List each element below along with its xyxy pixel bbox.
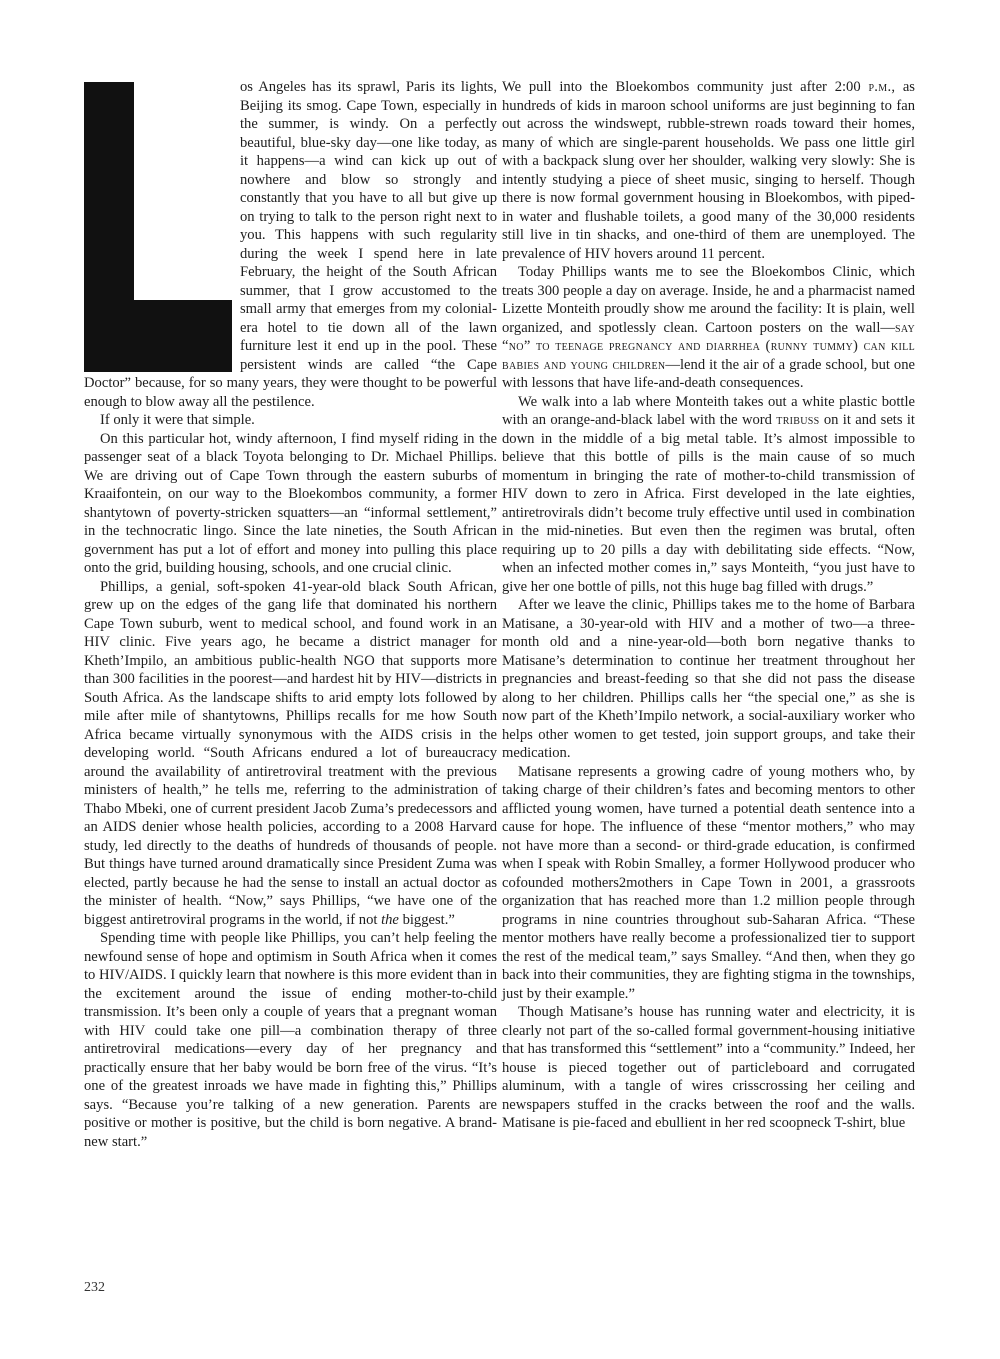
right-column — [502, 78, 915, 1133]
paragraph-mentor-mothers: Matisane represents a growing cadre of young mothers who, by taking charge of their children’s fates and becoming mentors to other afflicted young women, have turned a potential death sentence into a cause for hope. The influence of these “mentor mothers,” who may not have more than a second- or third-grade education, is confirmed when I speak with Robin Smalley, a former Hollywood producer who cofounded mothers2mothers in Cape Town in 2001, a grassroots organization that has reached more than 1.2 million people through programs in nine countries throughout sub-Saharan Africa. “These mentor mothers have really become a professionalized tier to support the rest of the medical team,” says Smalley. “And then, when they go back into their communities, they are fighting stigma in the townships, just by their example.” — [502, 763, 915, 1002]
paragraph-clinic-rest: —lend it the air of a grade school, but one with lessons that have life-and-death consequences. — [502, 356, 915, 391]
drop-cap-glyph — [84, 82, 232, 372]
paragraph-lab-rest: on it and sets it down in the middle of a big metal table. It’s almost impossible to believe that this bottle of pills is the main cause of so much momentum in bringing the rate of mother-to-child transmission of HIV down to zero in Africa. First developed in the late eighties, antiretrovirals didn’t become truly effective until used in combination in the mid-nineties. But even then the regimen was brutal, often requiring up to 20 pills a day with debilitating side effects. “Now, when an infected mother comes in,” says Monteith, “you just have to give her one bottle of pills, not this huge bag filled with drugs.” — [502, 412, 915, 595]
bottle-label-word: tribuss — [776, 412, 820, 428]
paragraph-if-only: If only it were that simple. — [100, 412, 255, 428]
paragraph-intro: os Angeles has its sprawl, Paris its lights, Beijing its smog. Cape Town, especially in the summer, is windy. On a perfectly beautiful, blue-sky day—one like today, as it happens—a wind can kick up out of nowhere and blow so strongly and constantly that you have to all but give up on trying to talk to the person right next to you. This happens with such regularity during the week I spend here in late February, the height of the South African summer, that I grow accustomed to the small army that emerges from my colonial-era hotel to tie down all of the lawn furniture lest it end up in the pool. These persistent winds are called “the Cape Doctor” because, for so many years, they were thought to be powerful enough to blow away all the pestilence. — [84, 79, 497, 410]
paragraph-phillips — [84, 578, 497, 930]
paragraph-phillips-text: Phillips, a genial, soft-spoken 41-year-old black South African, grew up on the edges of the gang life that dominated his northern Cape Town suburb, went to medical school, and found work in an HIV clinic. Five years ago, he became a district manager for Kheth’Impilo, an ambitious public-health NGO that supports more than 300 facilities in the poorest—and hardest hit by HIV—districts in South Africa. As the landscape shifts to arid empty lots followed by mile after mile of shantytowns, Phillips recalls for me how South Africa became virtually synonymous with the AIDS crisis in the developing world. “South Africans endured a lot of bureaucracy around the availability of antiretroviral treatment with the previous ministers of health,” he tells me, referring to the administration of Thabo Mbeki, one of current president Jacob Zuma’s predecessors and an AIDS denier whose health policies, according to a 2008 Harvard study, led directly to the deaths of hundreds of thousands of people. But things have turned around dramatically since President Zuma was elected, partly because he had the sense to install an actual doctor as the minister of health. “Now,” says Phillips, “we have one of the biggest antiretroviral programs in the world, if not — [84, 578, 497, 928]
left-column — [84, 78, 497, 1151]
paragraph-lab — [502, 393, 915, 597]
time-pm: p.m. — [868, 79, 892, 95]
page-number: 232 — [84, 1280, 105, 1295]
paragraph-matisane-home: After we leave the clinic, Phillips takes me to the home of Barbara Matisane, a 30-year-old with HIV and a mother of two—a three-month old and a nine-year-old—both born negative thanks to Matisane’s determination to continue her treatment throughout her pregnancies and breast-feeding so that she did not pass the disease along to her children. Phillips calls her “the special one,” as she is now part of the Kheth’Impilo network, a social-auxiliary worker who helps other women to get tested, join support groups, and take their medication. — [502, 597, 915, 761]
paragraph-lab-text: We walk into a lab where Monteith takes out a white plastic bottle with an orange-and-black label with the word — [502, 393, 915, 428]
paragraph-clinic — [502, 263, 915, 393]
emphasis-the: the — [381, 911, 399, 928]
paragraph-bloekombos-text: We pull into the Bloekombos community just after 2:00 — [502, 79, 869, 95]
paragraph-bloekombos-rest: , as hundreds of kids in maroon school uniforms are just beginning to fan out across the windswept, rubble-strewn roads toward their homes, many of which are single-parent households. We pass one little girl with a backpack slung over her shoulder, walking very slowly: She is intently studying a piece of sheet music, singing to herself. Though there is now formal government housing in Bloekombos, with piped-in water and flushable toilets, a good many of the 30,000 residents still live in tin shacks, and one-third of them are unemployed. The prevalence of HIV hovers around 11 percent. — [502, 79, 915, 262]
paragraph-hope: Spending time with people like Phillips, you can’t help feeling the newfound sense of hope and optimism in South Africa when it comes to HIV/AIDS. I quickly learn that nowhere is this more evident than in the excitement around the issue of ending mother-to-child transmission. It’s been only a couple of years that a pregnant woman with HIV could take one pill—a combination therapy of three antiretroviral medications—every day of her pregnancy and practically ensure that her baby would be born free of the virus. “It’s one of the greatest inroads we have made in fighting this,” Phillips says. “Because you’re talking of a new generation. Parents are positive or mother is positive, but the child is born negative. A brand-new start.” — [84, 930, 497, 1150]
paragraph-clinic-text: Today Phillips wants me to see the Bloekombos Clinic, which treats 300 people a day on average. Inside, he and a pharmacist named Lizette Monteith proudly show me around the facility: It is plain, well organized, and spotlessly clean. Cartoon posters on the wall— — [502, 264, 915, 336]
paragraph-drive: On this particular hot, windy afternoon, I find myself riding in the passenger seat of a black Toyota belonging to Dr. Michael Phillips. We are driving out of Cape Town through the eastern suburbs of Kraaifontein, on our way to the Bloekombos community, a former shantytown of poverty-stricken squatters—an “informal settlement,” in the technocratic lingo. Since the late nineties, the South African government has put a lot of effort and money into pulling this place onto the grid, building housing, schools, and one crucial clinic. — [84, 430, 497, 576]
paragraph-phillips-end: biggest.” — [398, 911, 455, 928]
poster-slogans: say “no” to teenage pregnancy and diarrhea (runny tummy) can kill babies and young children — [502, 319, 915, 373]
drop-cap-letter — [84, 82, 85, 83]
drop-cap — [84, 82, 232, 372]
paragraph-house: Though Matisane’s house has running water and electricity, it is clearly not part of the so-called formal government-housing initiative that has transformed this “settlement” into a “community.” Indeed, her house is pieced together out of particleboard and corrugated aluminum, with a tangle of wires crisscrossing her ceiling and newspapers stuffed in the cracks between the roof and the walls. Matisane is pie-faced and ebullient in her red scoopneck T-shirt, blue — [502, 1004, 915, 1131]
paragraph-bloekombos — [502, 78, 915, 263]
